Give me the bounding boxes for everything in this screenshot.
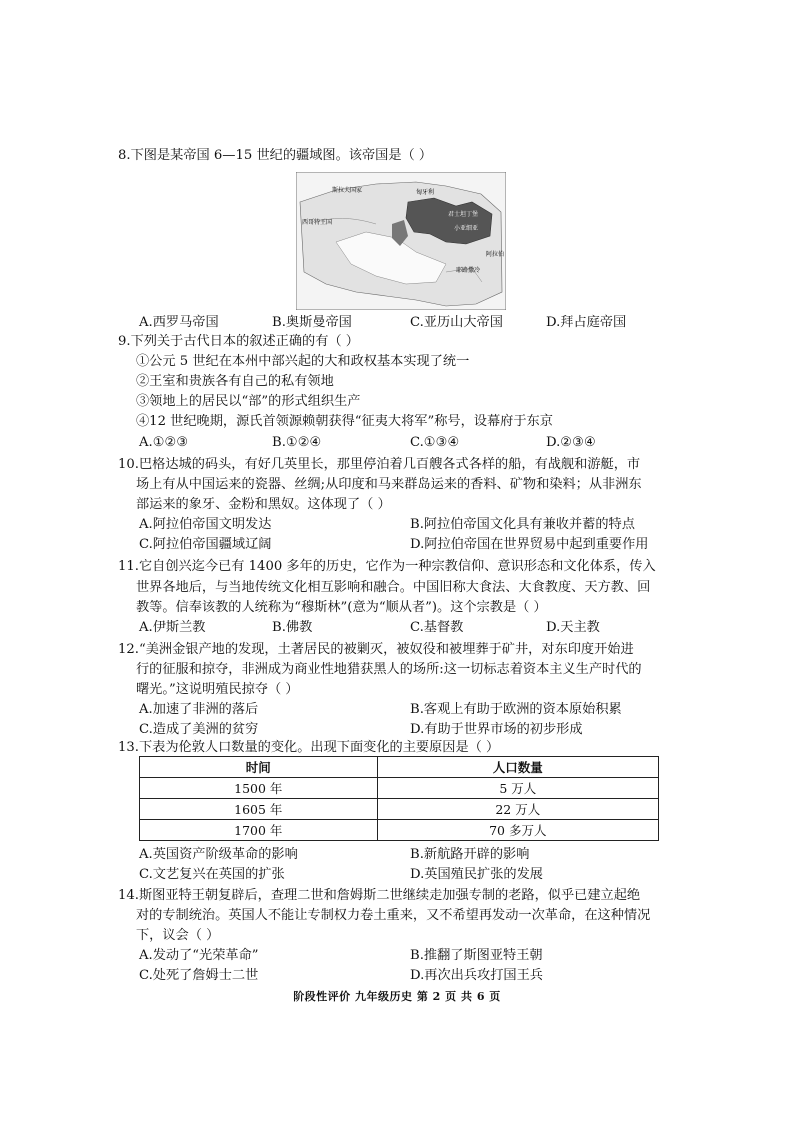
q11-option-c: C.基督教 — [410, 620, 464, 635]
q11-option-d: D.天主教 — [546, 620, 600, 635]
table-cell-year: 1700 年 — [140, 820, 378, 841]
q12-line-3: 曙光。”这说明殖民掠夺（ ） — [136, 682, 299, 697]
table-row — [140, 820, 659, 841]
map-label: 君士坦丁堡 — [448, 211, 479, 218]
q10-line-1: 10.巴格达城的码头，有好几英里长，那里停泊着几百艘各式各样的船，有战舰和游艇，市 — [118, 457, 641, 472]
page-footer: 阶段性评价 九年级历史 第 2 页 共 6 页 — [293, 990, 501, 1003]
map-label: 耶路撒冷 — [456, 267, 481, 274]
q14-line-2: 对的专制统治。英国人不能让专制权力卷土重来，又不希望再发动一次革命，在这种情况 — [136, 908, 651, 923]
q14-option-a: A.发动了“光荣革命” — [139, 948, 259, 963]
q8-stem: 8.下图是某帝国 6—15 世纪的疆域图。该帝国是（ ） — [118, 148, 433, 163]
q10-option-d: D.阿拉伯帝国在世界贸易中起到重要作用 — [410, 537, 649, 552]
map-label: 斯拉夫国家 — [332, 187, 363, 194]
table-cell-year: 1605 年 — [140, 799, 378, 820]
q10-option-c: C.阿拉伯帝国疆域辽阔 — [139, 537, 272, 552]
q9-option-d: D.②③④ — [546, 435, 596, 450]
q10-line-2: 场上有从中国运来的瓷器、丝绸;从印度和马来群岛运来的香料、矿物和染料；从非洲东 — [136, 477, 642, 492]
table-cell-year: 1500 年 — [140, 778, 378, 799]
table-cell-population: 22 万人 — [377, 799, 658, 820]
empire-territory-map — [296, 172, 506, 310]
q13-option-b: B.新航路开辟的影响 — [410, 847, 530, 862]
q14-option-b: B.推翻了斯图亚特王朝 — [410, 948, 543, 963]
map-label: 阿拉伯 — [486, 251, 505, 258]
q14-line-3: 下，议会（ ） — [136, 928, 220, 943]
table-cell-population: 70 多万人 — [377, 820, 658, 841]
q12-option-c: C.造成了美洲的贫穷 — [139, 722, 259, 737]
q9-option-a: A.①②③ — [139, 435, 189, 450]
table-header-time: 时间 — [140, 757, 378, 778]
q9-item-1: ①公元 5 世纪在本州中部兴起的大和政权基本实现了统一 — [136, 354, 470, 369]
q10-option-a: A.阿拉伯帝国文明发达 — [139, 517, 272, 532]
q10-line-3: 部运来的象牙、金粉和黑奴。这体现了（ ） — [136, 497, 391, 512]
q9-item-3: ③领地上的居民以“部”的形式组织生产 — [136, 394, 361, 409]
q14-line-1: 14.斯图亚特王朝复辟后，查理二世和詹姆斯二世继续走加强专制的老路，似乎已建立起绝 — [118, 888, 641, 903]
q11-line-1: 11.它自创兴迄今已有 1400 多年的历史，它作为一种宗教信仰、意识形态和文化体系，传入 — [118, 559, 656, 574]
q8-option-a: A.西罗马帝国 — [139, 315, 219, 330]
table-row — [140, 778, 659, 799]
q11-option-a: A.伊斯兰教 — [139, 620, 206, 635]
q8-option-c: C.亚历山大帝国 — [410, 315, 503, 330]
q12-option-a: A.加速了非洲的落后 — [139, 702, 259, 717]
q14-option-c: C.处死了詹姆士二世 — [139, 968, 259, 983]
q9-option-c: C.①③④ — [410, 435, 460, 450]
map-label: 匈牙利 — [416, 189, 435, 196]
q11-option-b: B.佛教 — [272, 620, 313, 635]
q13-option-c: C.文艺复兴在英国的扩张 — [139, 867, 285, 882]
q12-line-1: 12.“美洲金银产地的发现，土著居民的被剿灭，被奴役和被埋葬于矿井，对东印度开始进 — [118, 642, 634, 657]
q9-option-b: B.①②④ — [272, 435, 322, 450]
q9-item-4: ④12 世纪晚期，源氏首领源赖朝获得“征夷大将军”称号，设幕府于东京 — [136, 414, 553, 429]
q8-option-d: D.拜占庭帝国 — [546, 315, 627, 330]
q11-line-3: 教等。信奉该教的人统称为“穆斯林”(意为“顺从者”)。这个宗教是（ ） — [136, 600, 547, 615]
q13-option-a: A.英国资产阶级革命的影响 — [139, 847, 298, 862]
q10-option-b: B.阿拉伯帝国文化具有兼收并蓄的特点 — [410, 517, 635, 532]
q9-stem: 9.下列关于古代日本的叙述正确的有（ ） — [118, 334, 359, 349]
table-row — [140, 799, 659, 820]
q13-stem: 13.下表为伦敦人口数量的变化。出现下面变化的主要原因是（ ） — [118, 740, 500, 755]
table-header-population: 人口数量 — [377, 757, 658, 778]
q8-option-b: B.奥斯曼帝国 — [272, 315, 352, 330]
london-population-table — [139, 756, 659, 841]
q14-option-d: D.再次出兵攻打国王兵 — [410, 968, 543, 983]
map-label: 西哥特王国 — [302, 219, 333, 226]
q12-option-b: B.客观上有助于欧洲的资本原始积累 — [410, 702, 622, 717]
q9-item-2: ②王室和贵族各有自己的私有领地 — [136, 374, 334, 389]
q12-line-2: 行的征服和掠夺，非洲成为商业性地猎获黑人的场所:这一切标志着资本主义生产时代的 — [136, 662, 642, 677]
q11-line-2: 世界各地后，与当地传统文化相互影响和融合。中国旧称大食法、大食教度、天方教、回 — [136, 580, 651, 595]
q12-option-d: D.有助于世界市场的初步形成 — [410, 722, 583, 737]
table-cell-population: 5 万人 — [377, 778, 658, 799]
map-label: 小亚细亚 — [454, 225, 479, 232]
q13-option-d: D.英国殖民扩张的发展 — [410, 867, 543, 882]
